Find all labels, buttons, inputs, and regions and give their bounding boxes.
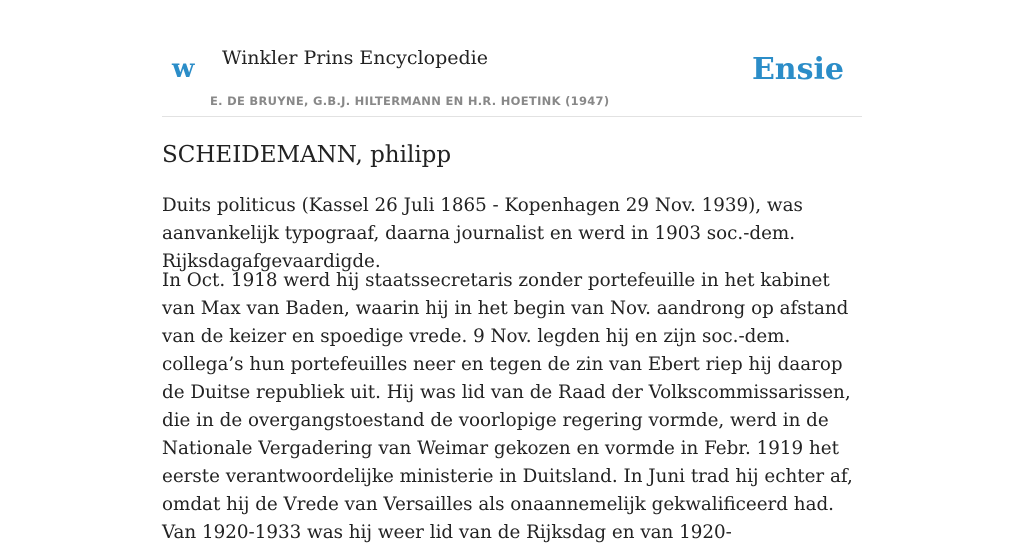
winkler-prins-logo[interactable]: w xyxy=(172,54,195,84)
source-title-link[interactable]: Winkler Prins Encyclopedie xyxy=(222,47,488,69)
source-header xyxy=(162,0,862,117)
article-paragraph-1: Duits politicus (Kassel 26 Juli 1865 - Kopenhagen 29 Nov. 1939), was aanvankelijk typograaf, daarna journalist en werd in 1903 soc.-dem. Rijksdagafgevaardigde. xyxy=(162,195,803,272)
article-page xyxy=(162,0,862,543)
ensie-logo[interactable]: Ensie xyxy=(751,52,844,87)
source-authors: E. DE BRUYNE, G.B.J. HILTERMANN EN H.R. HOETINK (1947) xyxy=(210,94,610,108)
entry-title: SCHEIDEMANN, philipp xyxy=(162,142,452,168)
article-paragraph-2: In Oct. 1918 werd hij staatssecretaris zonder portefeuille in het kabinet van Max van Baden, waarin hij in het begin van Nov. aandrong op afstand van de keizer en spoedige vrede. 9 Nov. legden hij en zijn soc.-dem. collega’s hun portefeuilles neer en tegen de zin van Ebert riep hij daarop de Duitse republiek uit. Hij was lid van de Raad der Volkscommissarissen, die in de overgangstoestand de voorlopige regering vormde, werd in de Nationale Vergadering van Weimar gekozen en vormde in Febr. 1919 het eerste verantwoordelijke ministerie in Duitsland. In Juni trad hij echter af, omdat hij de Vrede van Versailles als onaannemelijk gekwalificeerd had. Van 1920-1933 was hij weer lid van de Rijksdag en van 1920- xyxy=(162,270,853,543)
